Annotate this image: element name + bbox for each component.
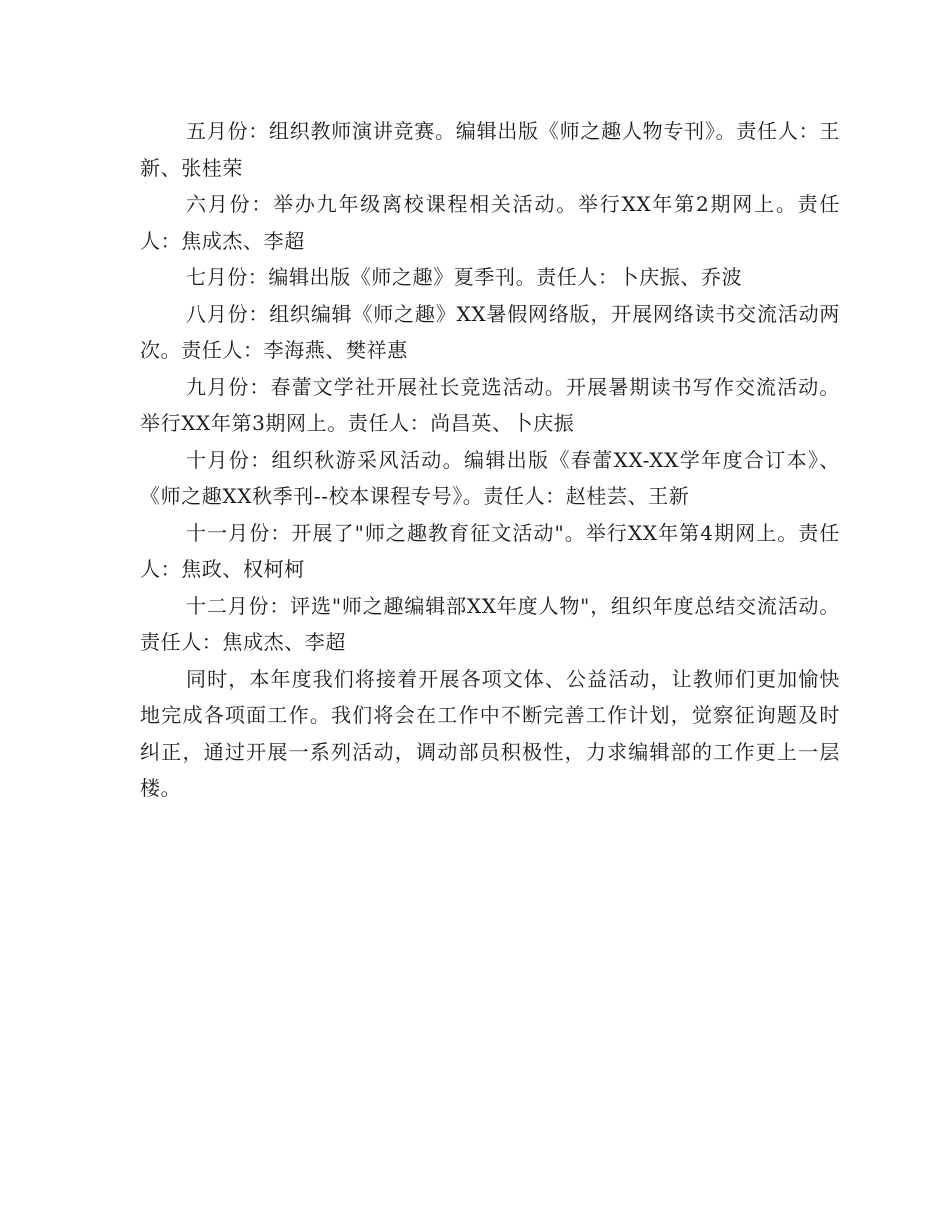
paragraph-july: 七月份：编辑出版《师之趣》夏季刊。责任人：卜庆振、乔波 — [186, 265, 743, 289]
paragraph-december: 十二月份：评选"师之趣编辑部XX年度人物"，组织年度总结交流活动。责任人：焦成杰、李超 — [140, 593, 840, 654]
paragraph-conclusion: 同时，本年度我们将接着开展各项文体、公益活动，让教师们更加愉快地完成各项面工作。我们将会在工作中不断完善工作计划，觉察征询题及时纠正，通过开展一系列活动，调动部员积极性，力求编辑部的工作更上一层楼。 — [140, 666, 840, 800]
paragraph-august: 八月份：组织编辑《师之趣》XX暑假网络版，开展网络读书交流活动两次。责任人：李海燕、樊祥惠 — [140, 301, 840, 362]
paragraph-may: 五月份：组织教师演讲竞赛。编辑出版《师之趣人物专刊》。责任人：王新、张桂荣 — [140, 119, 840, 180]
paragraph-june: 六月份：举办九年级离校课程相关活动。举行XX年第2期网上。责任人：焦成杰、李超 — [140, 192, 840, 253]
paragraph-october: 十月份：组织秋游采风活动。编辑出版《春蕾XX-XX学年度合订本》、《师之趣XX秋季刊--校本课程专号》。责任人：赵桂芸、王新 — [140, 447, 840, 508]
paragraph-september: 九月份：春蕾文学社开展社长竞选活动。开展暑期读书写作交流活动。举行XX年第3期网上。责任人：尚昌英、卜庆振 — [140, 374, 840, 435]
document-body — [140, 113, 840, 807]
paragraph-november: 十一月份：开展了"师之趣教育征文活动"。举行XX年第4期网上。责任人：焦政、权柯柯 — [140, 520, 840, 581]
